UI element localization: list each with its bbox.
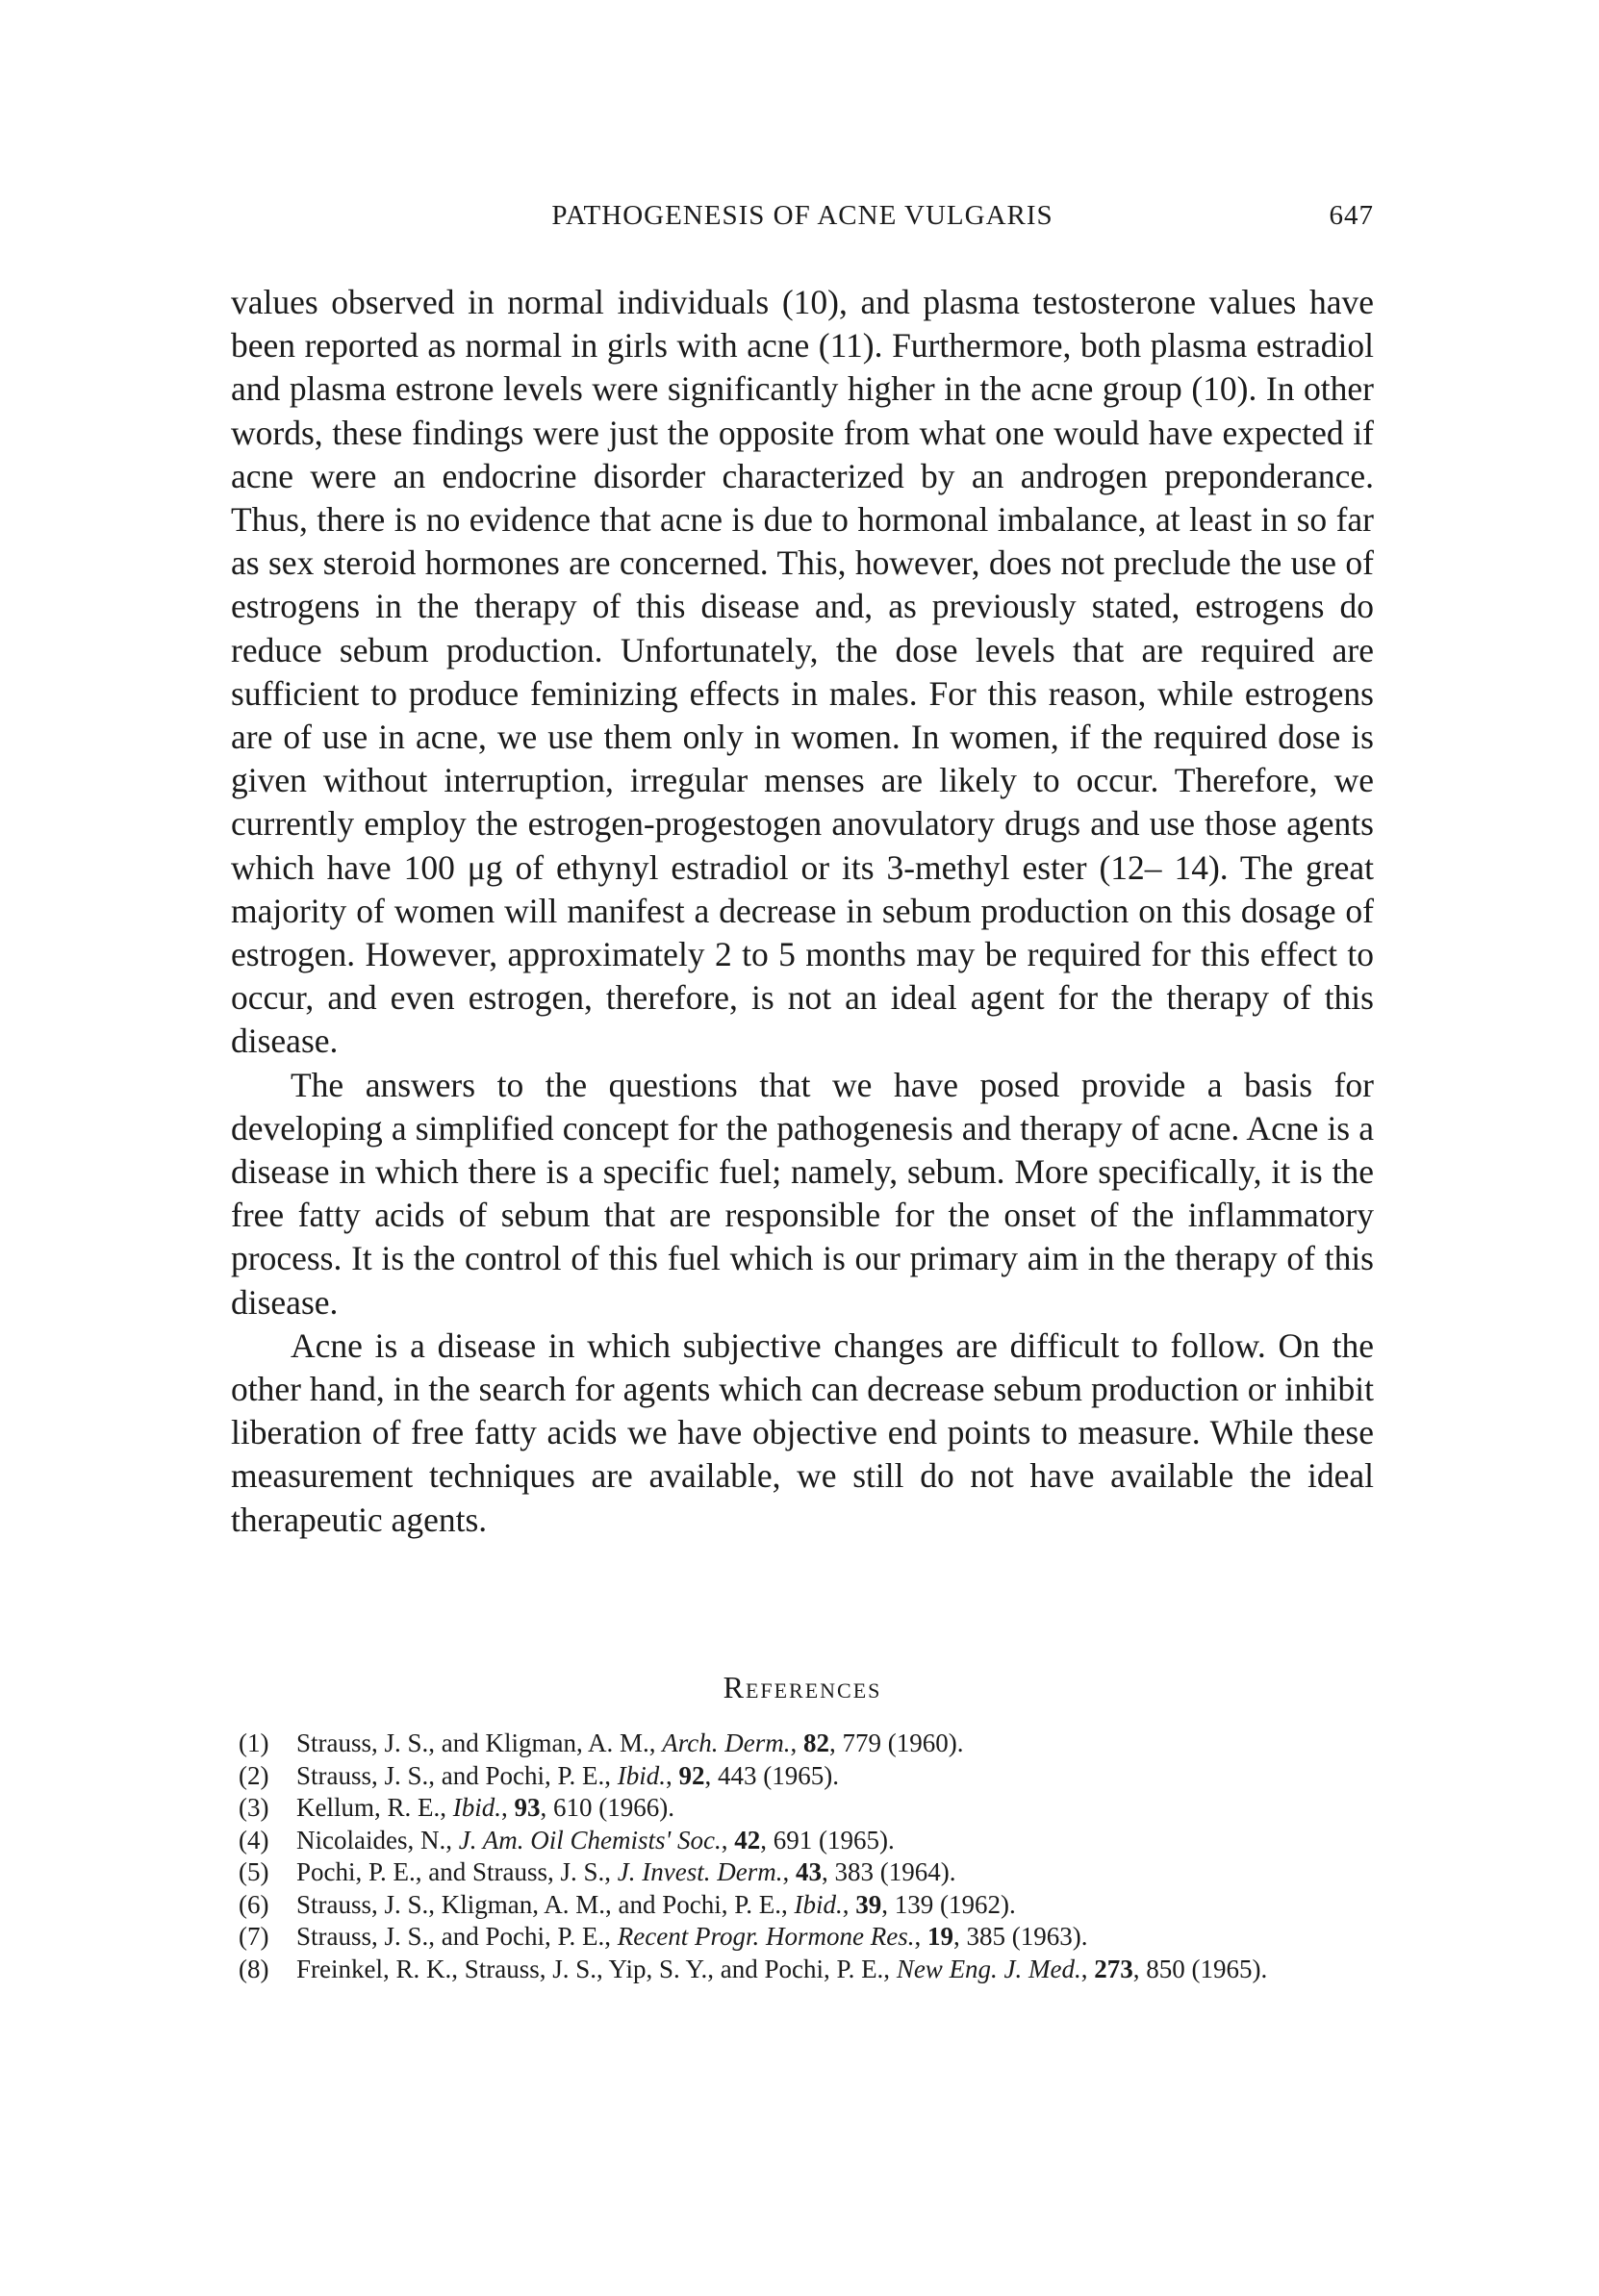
reference-journal: Ibid. [452,1793,501,1822]
running-title: PATHOGENESIS OF ACNE VULGARIS [551,200,1053,231]
reference-number: (6) [239,1889,269,1919]
reference-volume: 82 [803,1728,830,1757]
reference-authors: Nicolaides, N., [296,1825,459,1854]
reference-volume: 93 [514,1793,541,1822]
reference-item [239,1728,1374,1760]
reference-number: (1) [239,1728,269,1757]
reference-pages-year: , 691 (1965). [760,1825,895,1854]
reference-citation [296,1921,1374,1954]
reference-volume: 42 [734,1825,761,1854]
reference-number: (8) [239,1954,269,1983]
reference-separator: , [666,1760,679,1790]
reference-number: (2) [239,1760,269,1790]
reference-authors: Strauss, J. S., and Pochi, P. E., [296,1922,618,1951]
body-text [231,281,1374,1542]
reference-authors: Strauss, J. S., and Kligman, A. M., [296,1728,663,1757]
reference-item [239,1760,1374,1793]
reference-separator: , [914,1922,927,1951]
reference-citation [296,1760,1374,1793]
paragraph-continuation: values observed in normal individuals (10), and plasma testosterone values have been reported as normal in girls with acne (11). Furthermore, both plasma estradiol and plasma estrone levels were significantly higher in the acne group (10). In other words, these findings were just the opposite from what one would have expected if acne were an endocrine disorder characterized by an androgen preponderance. Thus, there is no evidence that acne is due to hormonal imbalance, at least in so far as sex steroid hormones are concerned. This, however, does not preclude the use of estrogens in the therapy of this disease and, as previously stated, estrogens do reduce sebum production. Unfortunately, the dose levels that are required are sufficient to produce feminizing effects in males. For this reason, while estrogens are of use in acne, we use them only in women. In women, if the required dose is given without interruption, irregular menses are likely to occur. Therefore, we currently employ the estrogen-progestogen anovulatory drugs and use those agents which have 100 μg of ethynyl estradiol or its 3-methyl ester (12– 14). The great majority of women will manifest a decrease in sebum production on this dosage of estrogen. However, approximately 2 to 5 months may be required for this effect to occur, and even estrogen, therefore, is not an ideal agent for the therapy of this disease. [231,283,1374,1061]
reference-pages-year: , 443 (1965). [704,1760,840,1790]
reference-pages-year: , 779 (1960). [829,1728,964,1757]
reference-item [239,1825,1374,1857]
reference-separator: , [1080,1954,1095,1983]
reference-citation [296,1825,1374,1857]
reference-citation [296,1954,1374,1986]
reference-separator: , [842,1889,856,1919]
reference-pages-year: , 383 (1964). [822,1857,956,1886]
reference-authors: Strauss, J. S., and Pochi, P. E., [296,1760,618,1790]
reference-separator: , [782,1857,796,1886]
reference-separator: , [790,1728,804,1757]
reference-citation [296,1889,1374,1922]
reference-authors: Pochi, P. E., and Strauss, J. S., [296,1857,618,1886]
reference-item [239,1889,1374,1922]
reference-number: (3) [239,1793,269,1822]
reference-journal: J. Invest. Derm. [617,1857,783,1886]
reference-citation [296,1856,1374,1889]
reference-item [239,1954,1374,1986]
paragraph-objective-end-points: Acne is a disease in which subjective changes are difficult to follow. On the other hand, in the search for agents which can decrease sebum production or inhibit liberation of free fatty acids we have objective end points to measure. While these measurement techniques are available, we still do not have available the ideal therapeutic agents. [231,1325,1374,1539]
reference-item [239,1921,1374,1954]
reference-journal: Recent Progr. Hormone Res. [617,1922,915,1951]
reference-authors: Kellum, R. E., [296,1793,453,1822]
reference-journal: New Eng. J. Med. [896,1954,1081,1983]
reference-item [239,1792,1374,1825]
reference-citation [296,1728,1374,1760]
paragraph-simplified-concept: The answers to the questions that we have posed provide a basis for developing a simplified concept for the pathogenesis and therapy of acne. Acne is a disease in which there is a specific fuel; namely, sebum. More specifically, it is the free fatty acids of sebum that are responsible for the onset of the inflammatory process. It is the control of this fuel which is our primary aim in the therapy of this disease. [231,1065,1374,1322]
reference-item [239,1856,1374,1889]
reference-authors: Freinkel, R. K., Strauss, J. S., Yip, S. Y., and Pochi, P. E., [296,1954,897,1983]
references-heading: References [723,1670,882,1704]
reference-separator: , [721,1825,735,1854]
reference-journal: J. Am. Oil Chemists' Soc. [458,1825,722,1854]
reference-number: (7) [239,1922,269,1951]
reference-pages-year: , 610 (1966). [540,1793,674,1822]
reference-volume: 19 [926,1922,953,1951]
reference-citation [296,1792,1374,1825]
page-number: 647 [1329,200,1374,231]
reference-authors: Strauss, J. S., Kligman, A. M., and Pochi, P. E., [296,1889,795,1919]
reference-pages-year: , 850 (1965). [1132,1954,1268,1983]
reference-journal: Arch. Derm. [662,1728,791,1757]
reference-separator: , [501,1793,515,1822]
reference-volume: 43 [796,1857,822,1886]
reference-volume: 92 [678,1760,705,1790]
reference-journal: Ibid. [794,1889,843,1919]
reference-volume: 273 [1094,1954,1133,1983]
reference-journal: Ibid. [617,1760,667,1790]
reference-pages-year: , 139 (1962). [881,1889,1016,1919]
reference-number: (5) [239,1857,269,1886]
reference-pages-year: , 385 (1963). [952,1922,1088,1951]
running-head [231,200,1374,239]
reference-volume: 39 [855,1889,882,1919]
reference-number: (4) [239,1825,269,1854]
reference-list [239,1728,1374,1985]
